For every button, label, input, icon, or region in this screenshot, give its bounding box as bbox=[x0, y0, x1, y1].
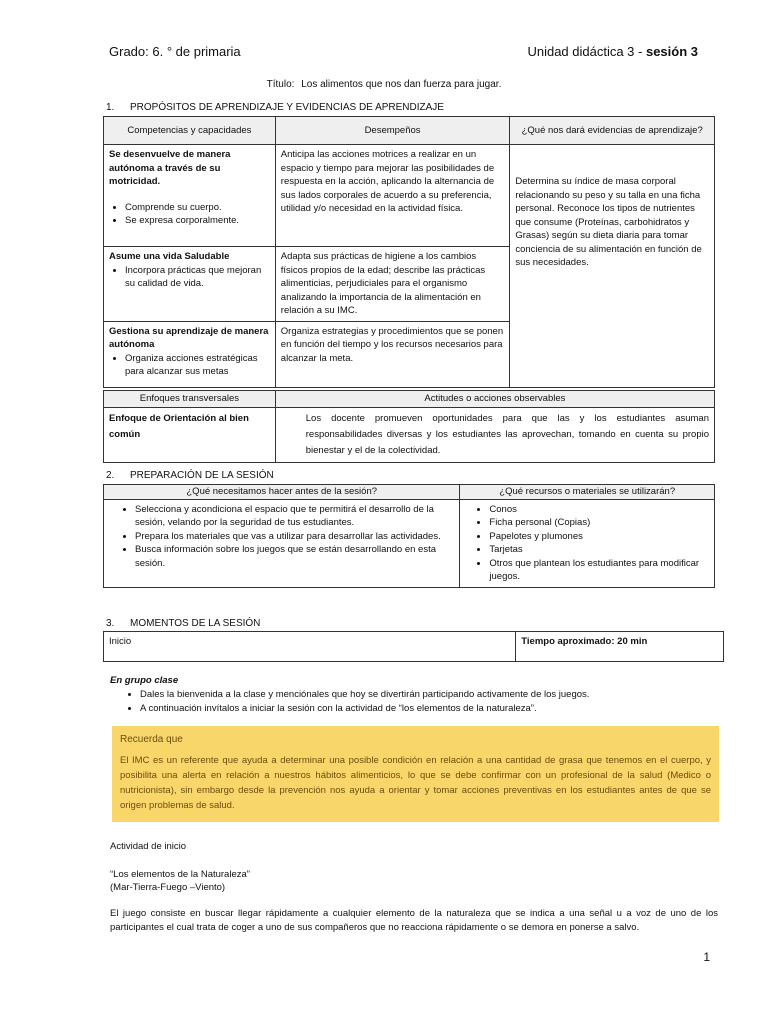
col-header-before: ¿Qué necesitamos hacer antes de la sesión? bbox=[104, 485, 460, 500]
session-label: sesión 3 bbox=[645, 44, 698, 59]
list-item: • A continuación invítalos a iniciar la sesión con la actividad de “los elementos de la naturaleza”. bbox=[140, 702, 740, 716]
grade-value: 6. ° de primaria bbox=[152, 44, 241, 59]
reminder-box bbox=[112, 726, 719, 822]
desempeno-cell: Organiza estrategias y procedimientos que se ponen en función del tiempo y los recursos necesarios para alcanzar la meta. bbox=[275, 321, 510, 387]
section1-heading: 1. PROPÓSITOS DE APRENDIZAJE Y EVIDENCIAS DE APRENDIZAJE bbox=[106, 102, 444, 113]
grade-label: Grado: bbox=[109, 44, 149, 59]
purposes-table bbox=[103, 116, 715, 388]
before-cell bbox=[104, 499, 460, 587]
section2-heading: 2. PREPARACIÓN DE LA SESIÓN bbox=[106, 470, 274, 481]
grupo-heading: En grupo clase bbox=[110, 675, 179, 686]
section3-heading: 3. MOMENTOS DE LA SESIÓN bbox=[106, 618, 261, 629]
competencia-cell: Se desenvuelve de manera autónoma a través de su motricidad. • Comprende su cuerpo. • Se expresa corporalmente. bbox=[104, 145, 276, 247]
unit-header bbox=[527, 44, 698, 59]
grupo-list bbox=[120, 688, 740, 716]
moments-table bbox=[103, 631, 724, 662]
list-item: • Selecciona y acondiciona el espacio que te permitirá el desarrollo de la sesión, velando por la seguridad de tus estudiantes. bbox=[135, 503, 454, 530]
page-number: 1 bbox=[703, 950, 710, 964]
enfoques-table bbox=[103, 390, 715, 463]
reminder-body: El IMC es un referente que ayuda a determinar una posible condición en relación a una cantidad de grasa que tenemos en el cuerpo, y posibilita una alerta en relación a nuestros hábitos alimenticios, lo que se debe confirmar con un profesional de la salud (Medico o nutricionista), sin embargo desde la prevención nos ayuda a orientar y tomar acciones preventivas en los estudiantes antes de que se origen problemas de salud. bbox=[120, 755, 711, 811]
grade-header bbox=[109, 44, 241, 59]
desempeno-cell: Adapta sus prácticas de higiene a los cambios físicos propios de la edad; describe las prácticas alimenticias, perjudiciales para el organismo analizando la importancia de la alimentación en relación a su IMC. bbox=[275, 247, 510, 322]
list-item: • Otros que plantean los estudiantes para modificar juegos. bbox=[489, 557, 709, 584]
preparation-table bbox=[103, 484, 715, 588]
col-header-evidencias: ¿Qué nos dará evidencias de aprendizaje? bbox=[510, 117, 715, 145]
activity-heading: Actividad de inicio bbox=[110, 841, 187, 852]
col-header-competencias: Competencias y capacidades bbox=[104, 117, 276, 145]
list-item: • Tarjetas bbox=[489, 543, 709, 557]
list-item: • Dales la bienvenida a la clase y menciónales que hoy se divertirán participando activamente de los juegos. bbox=[140, 688, 740, 702]
desempeno-cell: Anticipa las acciones motrices a realizar en un espacio y tiempo para mejorar las posibilidades de respuesta en la acción, aplicando la alternancia de sus lados corporales de acuerdo a su preferencia, utilidad y/o necesidad en la actividad física. bbox=[275, 145, 510, 247]
game-title: “Los elementos de la Naturaleza” bbox=[110, 869, 250, 880]
enfoque-cell: Enfoque de Orientación al bien común bbox=[104, 407, 276, 462]
list-item: • Conos bbox=[489, 503, 709, 517]
resources-cell bbox=[460, 499, 715, 587]
game-subtitle: (Mar-Tierra-Fuego –Viento) bbox=[110, 882, 226, 893]
competencia-cell: Gestiona su aprendizaje de manera autónoma • Organiza acciones estratégicas para alcanzar sus metas bbox=[104, 321, 276, 387]
list-item: • Prepara los materiales que vas a utilizar para desarrollar las actividades. bbox=[135, 530, 454, 544]
evidencia-cell: Determina su índice de masa corporal relacionando su peso y su talla en una ficha personal. Reconoce los tipos de nutrientes que consume (Proteínas, carbohidratos y Grasas) según su dieta diaria para tomar conciencia de su alimentación en función de sus necesidades. bbox=[510, 145, 715, 388]
list-item: • Ficha personal (Copias) bbox=[489, 516, 709, 530]
title-value: Los alimentos que nos dan fuerza para jugar. bbox=[301, 79, 502, 90]
competencia-cell: Asume una vida Saludable • Incorpora prácticas que mejoran su calidad de vida. bbox=[104, 247, 276, 322]
title-label: Título: bbox=[266, 79, 295, 90]
list-item: • Papelotes y plumones bbox=[489, 530, 709, 544]
game-description: El juego consiste en buscar llegar rápidamente a cualquier elemento de la naturaleza que se indica a una señal u a voz de uno de los participantes el cual trata de coger a uno de sus compañeros que no reacciona rápidamente o se demora en ponerse a salvo. bbox=[110, 908, 718, 933]
reminder-title: Recuerda que bbox=[120, 734, 183, 745]
unit-label: Unidad didáctica 3 - bbox=[527, 44, 646, 59]
tiempo-cell: Tiempo aproximado: 20 min bbox=[516, 632, 724, 662]
page-title bbox=[0, 79, 768, 90]
col-header-enfoques: Enfoques transversales bbox=[104, 391, 276, 408]
col-header-actitudes: Actitudes o acciones observables bbox=[275, 391, 714, 408]
list-item: • Busca información sobre los juegos que se están desarrollando en esta sesión. bbox=[135, 543, 454, 570]
col-header-resources: ¿Qué recursos o materiales se utilizarán? bbox=[460, 485, 715, 500]
inicio-cell: Inicio bbox=[104, 632, 516, 662]
col-header-desempenos: Desempeños bbox=[275, 117, 510, 145]
actitud-cell: Los docente promueven oportunidades para que las y los estudiantes asuman responsabilidades diversas y los estudiantes las aprovechan, tomando en cuenta su propio bienestar y el de la colectividad. bbox=[275, 407, 714, 462]
